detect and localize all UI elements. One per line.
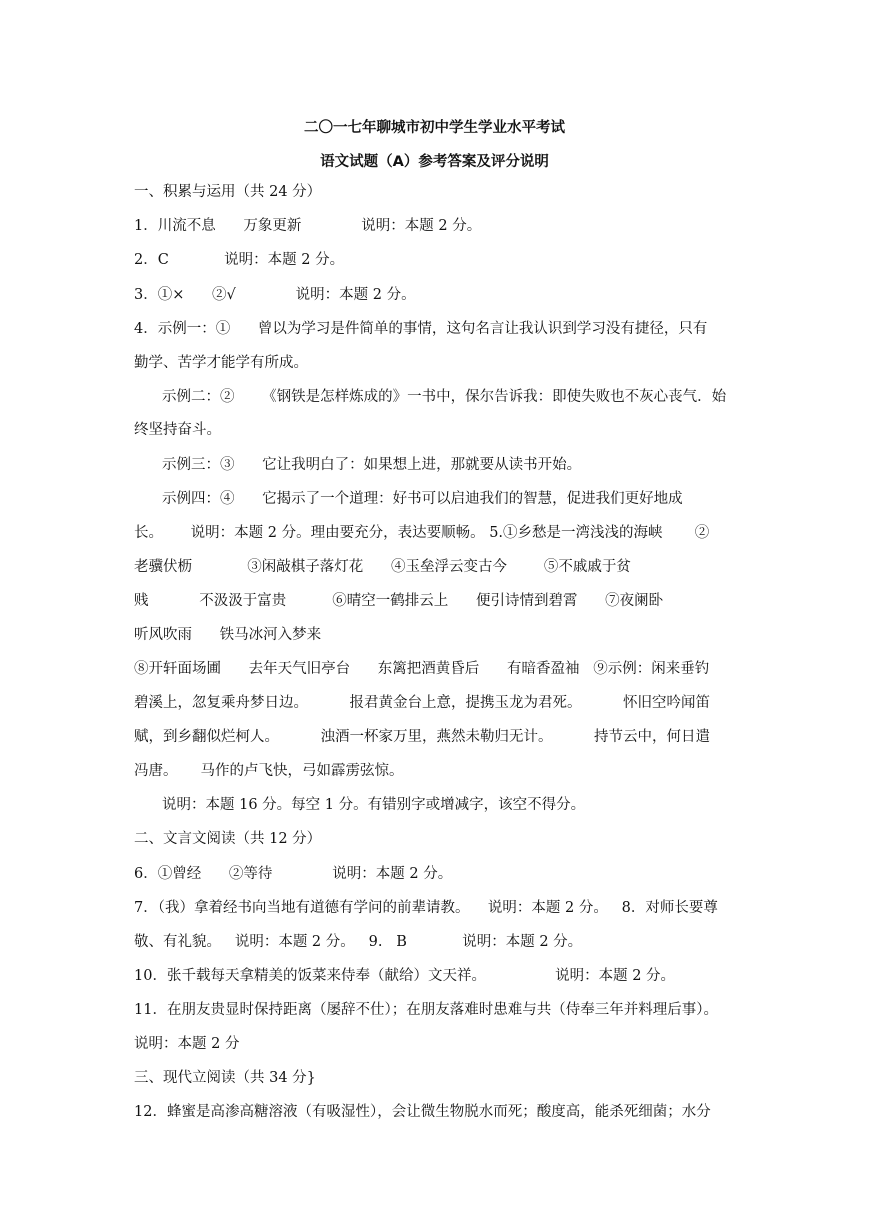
- scoring-note: 说明：本题 16 分。每空 1 分。有错别字或增减字，该空不得分。: [162, 797, 586, 813]
- answer-line: 冯唐。 马作的卢飞快，弓如霹雳弦惊。: [134, 763, 404, 779]
- answer-line: 碧溪上，忽复乘舟梦日边。 报君黄金台上意，提携玉龙为君死。 怀旧空吟闻笛: [134, 695, 710, 711]
- section-heading-2: 二、文言文阅读（共 12 分）: [134, 831, 322, 847]
- answer-line: 示例三：③ 它让我明白了：如果想上进，那就要从读书开始。: [162, 457, 582, 473]
- answer-line: 12．蜂蜜是高渗高糖溶液（有吸湿性），会让微生物脱水而死；酸度高，能杀死细菌；水分: [134, 1104, 711, 1120]
- answer-line: 听风吹雨 铁马冰河入梦来: [134, 627, 322, 643]
- section-heading-3: 三、现代立阅读（共 34 分}: [134, 1070, 316, 1086]
- answer-line: ⑧开轩面场圃 去年天气旧亭台 东篱把酒黄昏后 有暗香盈袖 ⑨示例：闲来垂钓: [134, 661, 710, 677]
- answer-line: 终坚持奋斗。: [134, 422, 221, 438]
- answer-line: 勤学、苦学才能学有所成。: [134, 355, 308, 371]
- document-title: 二〇一七年聊城市初中学生学业水平考试: [304, 120, 565, 136]
- answer-line: 示例四：④ 它揭示了一个道理：好书可以启迪我们的智慧，促进我们更好地成: [162, 491, 683, 507]
- answer-line: 7．（我）拿着经书向当地有道德有学问的前辈请教。 说明：本题 2 分。 8．对师长要尊: [134, 900, 718, 916]
- answer-line: 4．示例一：① 曾以为学习是件简单的事情，这句名言让我认识到学习没有捷径，只有: [134, 321, 708, 337]
- answer-line: 赋，到乡翻似烂柯人。 浊酒一杯家万里，燕然未勒归无计。 持节云中，何日遣: [134, 729, 710, 745]
- answer-line: 敬、有礼貌。 说明：本题 2 分。 9. B 说明：本题 2 分。: [134, 934, 583, 950]
- answer-line: 贱 不汲汲于富贵 ⑥晴空一鹤排云上 便引诗情到碧霄 ⑦夜阑卧: [134, 593, 664, 609]
- answer-line: 10．张千载每天拿精美的饭菜来侍奉（献给）文天祥。 说明：本题 2 分。: [134, 968, 676, 984]
- answer-line: 老骥伏枥 ③闲敲棋子落灯花 ④玉垒浮云变古今 ⑤不戚戚于贫: [134, 559, 631, 575]
- answer-line: 示例二：② 《钢铁是怎样炼成的》一书中，保尔告诉我：即使失败也不灰心丧气．始: [162, 389, 727, 405]
- document-subtitle: 语文试题（A）参考答案及评分说明: [320, 154, 549, 170]
- answer-line: 2．C 说明：本题 2 分。: [134, 252, 345, 268]
- answer-line: 长。 说明：本题 2 分。理由要充分，表达要顺畅。 5.①乡愁是一湾浅浅的海峡 ②: [134, 525, 710, 541]
- section-heading-1: 一、积累与运用（共 24 分）: [134, 184, 322, 200]
- answer-line: 6．①曾经 ②等待 说明：本题 2 分。: [134, 866, 453, 882]
- answer-line: 1．川流不息 万象更新 说明：本题 2 分。: [134, 218, 482, 234]
- answer-line: 说明：本题 2 分: [134, 1036, 240, 1052]
- answer-line: 11．在朋友贵显时保持距离（屡辞不仕）；在朋友落难时患难与共（侍奉三年并料理后事）。: [134, 1002, 718, 1018]
- answer-line: 3．①× ②√ 说明：本题 2 分。: [134, 287, 416, 303]
